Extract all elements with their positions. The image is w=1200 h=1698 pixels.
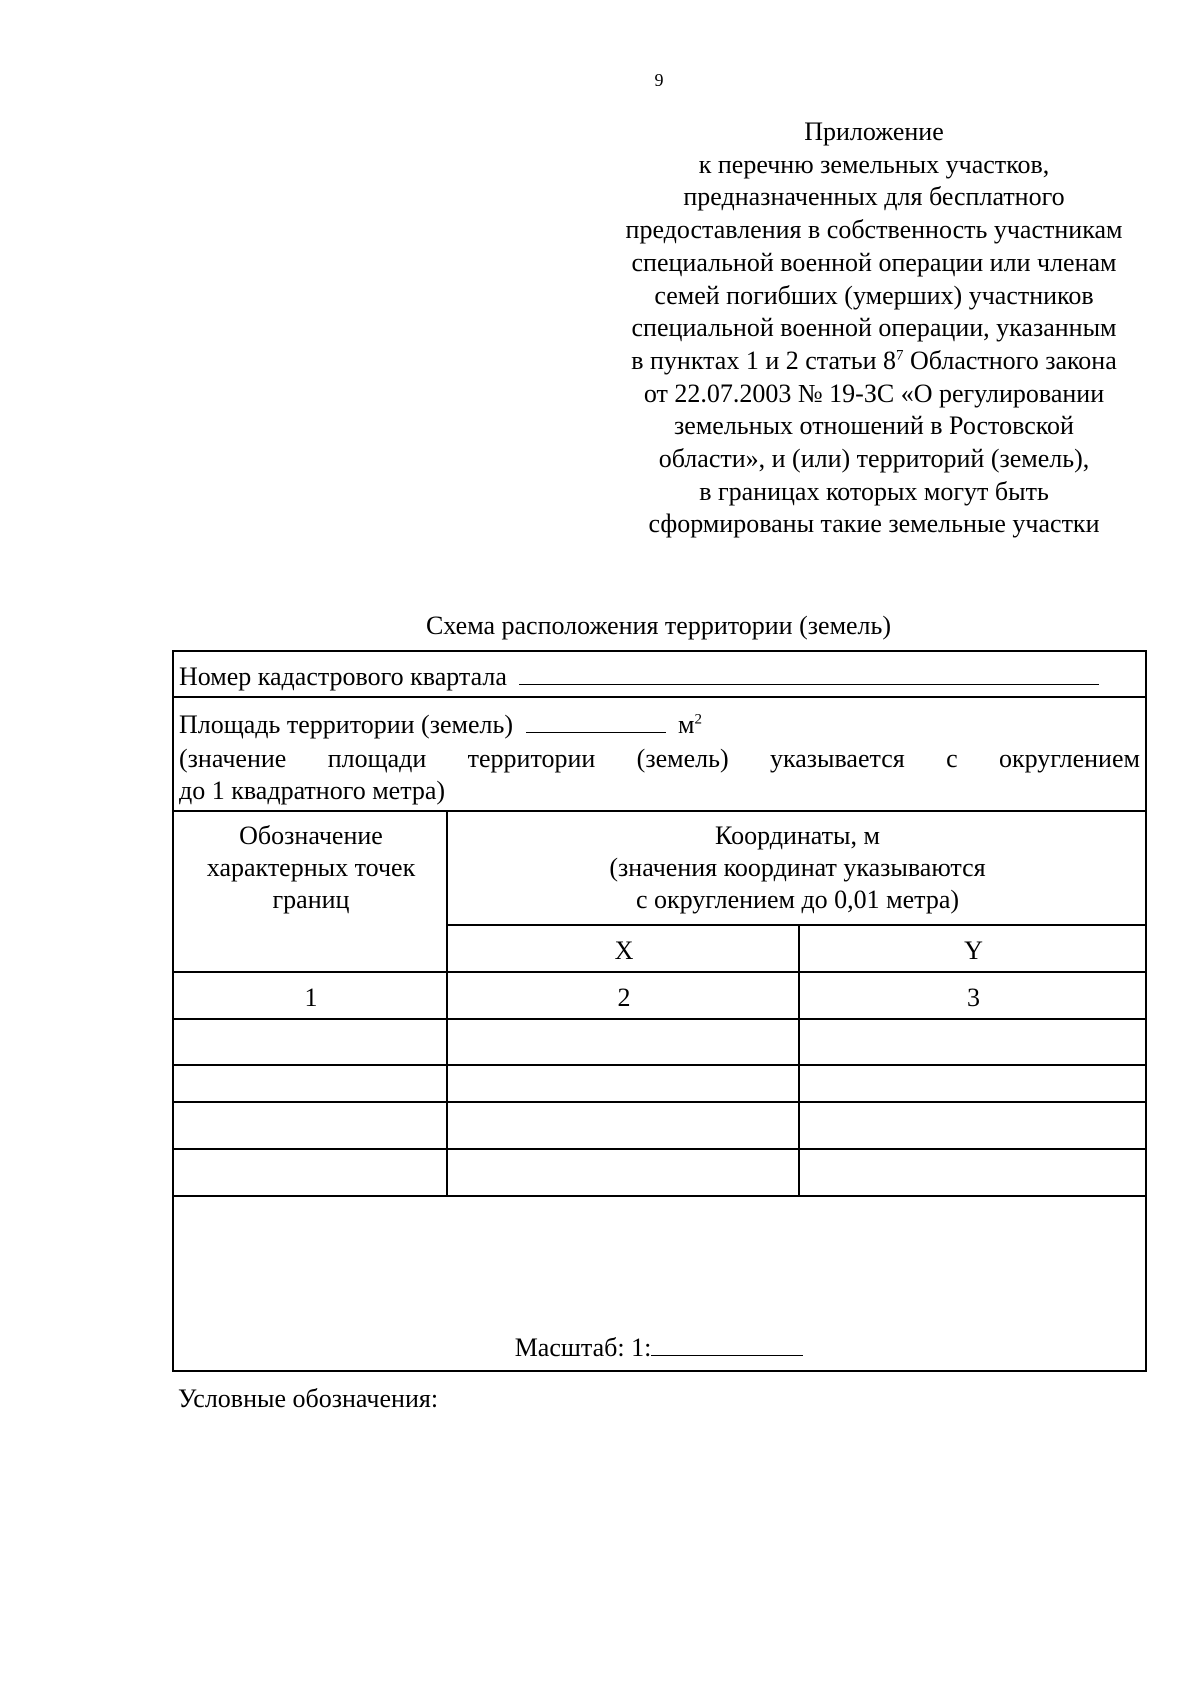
appendix-header [604, 116, 1144, 541]
cadastral-label: Номер кадастрового квартала [179, 662, 507, 691]
points-header [174, 820, 448, 916]
cadastral-field [179, 662, 1099, 692]
table-row-divider [174, 1064, 1145, 1066]
area-note-word: площади [327, 744, 427, 773]
area-unit: м [678, 710, 695, 739]
points-header-line: характерных точек [206, 853, 416, 882]
appendix-line: предоставления в собственность участникам [625, 215, 1123, 245]
area-note-word: указывается [769, 744, 905, 773]
appendix-line: области», и (или) территорий (земель), [658, 444, 1090, 474]
appendix-line: предназначенных для бесплатного [683, 182, 1065, 212]
appendix-line: земельных отношений в Ростовской [674, 411, 1074, 441]
area-note-line2: до 1 квадратного метра) [179, 776, 446, 805]
appendix-line: в границах которых могут быть [699, 476, 1049, 506]
area-note-word: с [946, 744, 958, 773]
row-divider [174, 1018, 1145, 1020]
col-number-2: 2 [617, 983, 631, 1012]
x-header: X [614, 936, 634, 965]
appendix-line: семей погибших (умерших) участников [654, 280, 1094, 310]
appendix-line: Приложение [804, 117, 944, 146]
area-field [179, 710, 702, 740]
area-note-word: (значение [179, 744, 287, 773]
table-row-divider [174, 1101, 1145, 1103]
col-number-1: 1 [304, 983, 318, 1012]
appendix-line: специальной военной операции или членам [631, 247, 1117, 277]
area-note-line [179, 744, 1140, 774]
scale-blank [651, 1335, 803, 1356]
area-note-word: территории [467, 744, 596, 773]
area-note-word: округлением [998, 744, 1140, 773]
area-note-word: (земель) [636, 744, 729, 773]
row-divider [174, 971, 1145, 973]
row-divider [174, 810, 1145, 812]
points-header-line: границ [272, 885, 350, 914]
coords-header-line: Координаты, м [715, 821, 880, 850]
column-divider [446, 810, 448, 1197]
coords-header-line: (значения координат указываются [609, 853, 986, 882]
table-row-divider [174, 1148, 1145, 1150]
subheader-divider [448, 924, 1145, 926]
appendix-line: специальной военной операции, указанным [631, 313, 1117, 343]
column-divider [798, 924, 800, 1197]
cadastral-blank [519, 664, 1099, 685]
cadastral-row [174, 652, 1145, 698]
area-row [174, 698, 1145, 812]
article-superscript: 7 [895, 347, 904, 364]
legend-label: Условные обозначения: [178, 1384, 439, 1413]
area-unit-superscript: 2 [694, 711, 702, 728]
area-label: Площадь территории (земель) [179, 710, 514, 739]
scale-label: Масштаб: 1: [514, 1333, 652, 1362]
scheme-title: Схема расположения территории (земель) [425, 611, 892, 640]
appendix-line: от 22.07.2003 № 19-ЗС «О регулировании [643, 378, 1105, 408]
scheme-form [172, 650, 1147, 1372]
page-number: 9 [654, 70, 664, 90]
area-blank [526, 712, 666, 733]
y-header: Y [964, 936, 983, 965]
coords-header-line: с округлением до 0,01 метра) [635, 885, 960, 914]
scale-field [0, 1333, 1200, 1363]
article-text-before: в пунктах 1 и 2 статьи 8 [631, 345, 896, 375]
col-number-3: 3 [967, 983, 980, 1012]
coords-header [448, 820, 1147, 916]
points-header-line: Обозначение [239, 821, 383, 850]
appendix-article-line [604, 345, 1144, 378]
appendix-line: к перечню земельных участков, [698, 149, 1050, 179]
appendix-line: сформированы такие земельные участки [648, 509, 1100, 539]
article-text-after: Областного закона [903, 345, 1117, 375]
